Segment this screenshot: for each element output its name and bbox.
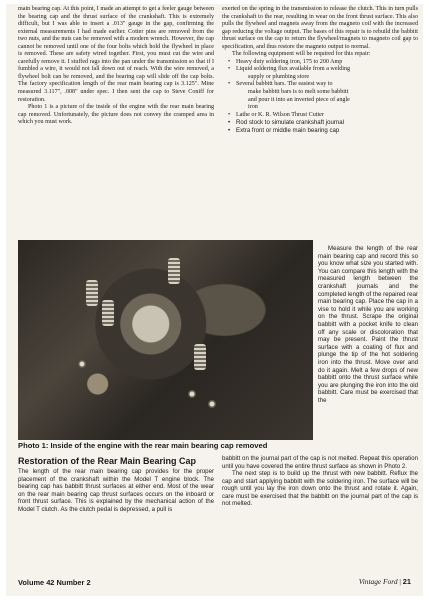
magazine-name: Vintage Ford bbox=[358, 577, 398, 586]
equipment-item: • Liquid soldering flux available from a welding bbox=[228, 66, 418, 74]
photo-caption: Photo 1: Inside of the engine with the rear main bearing cap removed bbox=[18, 441, 268, 450]
flywheel-bolt bbox=[78, 360, 86, 368]
body-paragraph: The next step is to build up the thrust with new babbitt. Reflux the cap and start applying babbitt with the soldering iron. The surface will be rough until you lay the iron down onto the thrust and rotate it. Again, care must be exercised that the babbitt on the journal part of the cap is not melted. bbox=[222, 470, 418, 508]
left-column-bottom bbox=[18, 455, 214, 513]
issue-label: Volume 42 Number 2 bbox=[18, 578, 91, 587]
flywheel-bolt bbox=[208, 400, 216, 408]
magazine-page bbox=[6, 4, 423, 596]
page-number: 21 bbox=[402, 577, 411, 586]
clutch-spring bbox=[168, 258, 180, 284]
equipment-item-continued: supply or plumbing store bbox=[248, 73, 310, 80]
clutch-spring bbox=[86, 280, 98, 306]
body-paragraph: main bearing cap. At this point, I made an attempt to get a feeler gauge between the bearing cap and the thrust surface of the crankshaft. This is extremely difficult, but I was able to insert a .013" gauge in the gap, confirming the external measurements I had made earlier. Cotter pins are removed from the two nuts, and the nuts can be removed with a modern wrench. However, the cap cannot be removed until one of the four bolts which hold the flywheel in place is removed. These are safety wired together. First, you must cut the wire and carefully remove it. I stuffed rags into the pan under the transmission so that if I fumbled a wire, it would not fall down out of reach. With the wire removed, a flywheel bolt can be removed, and the bearing cap will slide off the cap bolts. The factory specification length of the rear main bearing cap is 3.125". Mine measured 3.117", .008" under spec. I then sent the cap to Steve Coniff for restoration. bbox=[18, 6, 214, 103]
equipment-item: • Rod stock to simulate crankshaft journal bbox=[228, 119, 418, 127]
footer-separator: | bbox=[399, 577, 401, 586]
equipment-item-continued: iron bbox=[248, 104, 258, 111]
body-paragraph: The following equipment will be required for this repair: bbox=[232, 51, 371, 58]
clutch-spring bbox=[102, 300, 114, 326]
clutch-spring bbox=[194, 344, 206, 370]
body-paragraph: The length of the rear main bearing cap provides for the proper placement of the crankshaft within the Model T engine block. The bearing cap has babbitt thrust surfaces at either end. Most of the wear on the rear main bearing cap thrust surfaces occurs on the inboard or front thrust surface. This is explained by the mechanical action of the Model T clutch. As the clutch pedal is depressed, a pull is bbox=[18, 468, 214, 513]
equipment-item: • Extra front or middle main bearing cap bbox=[228, 127, 418, 135]
body-paragraph: Measure the length of the rear main bearing cap and record this so you know what size you started with. You can compare this length with the measured length between the crankshaft journals and the completed length of the repaired rear main bearing cap. Place the cap in a vise to hold it while you are working on the thrust. Scrape the original babbitt with a pocket knife to clean off any scale or discoloration that may be present. Paint the thrust surface with a coating of flux and plunge the tip of the hot soldering iron into the thrust. Move over and do it again. Melt a few drops of new babbitt onto the thrust surface while you are plunging the iron into the old babbitt. Care must be exercised that the bbox=[318, 245, 418, 404]
section-heading: Restoration of the Rear Main Bearing Cap bbox=[18, 456, 197, 466]
right-column-bottom bbox=[222, 455, 418, 508]
equipment-item: • Lathe or K. R. Wilson Thrust Cutter bbox=[228, 112, 418, 120]
left-column-top bbox=[18, 6, 214, 127]
body-paragraph: Photo 1 is a picture of the inside of the engine with the rear main bearing cap removed. Unfortunately, the picture does not convey the cramped area in which you must work. bbox=[18, 104, 214, 126]
equipment-item: • Heavy duty soldering iron, 175 to 200 Amp bbox=[228, 59, 418, 67]
equipment-item-continued: make babbitt bars is to melt some babbitt bbox=[248, 89, 349, 96]
right-column-mid bbox=[318, 245, 418, 404]
flywheel-bolt bbox=[188, 390, 196, 398]
engine-photo bbox=[18, 240, 313, 440]
equipment-item: • Several babbitt bars. The easiest way to bbox=[228, 81, 418, 89]
body-paragraph: babbitt on the journal part of the cap is not melted. Repeat this operation until you have covered the entire thrust surface as shown in Photo 2. bbox=[222, 455, 418, 470]
body-paragraph: exerted on the spring in the transmission to release the clutch. This in turn pulls the crankshaft to the rear, resulting in wear on the front thrust surface. This also pulls the flywheel and magnets away from the magneto coil with the increased gap reducing the voltage output. The bases of this repair is to rebuild the babbitt thrust surface on the cap to return the flywheel/magnets to magneto coil gap to specification, and thus restore the magneto output to normal. bbox=[222, 6, 418, 50]
equipment-item-continued: and pour it into an inverted piece of angle bbox=[248, 96, 350, 103]
page-footer bbox=[359, 577, 411, 586]
equipment-list bbox=[222, 59, 418, 134]
right-column-top bbox=[222, 6, 418, 134]
